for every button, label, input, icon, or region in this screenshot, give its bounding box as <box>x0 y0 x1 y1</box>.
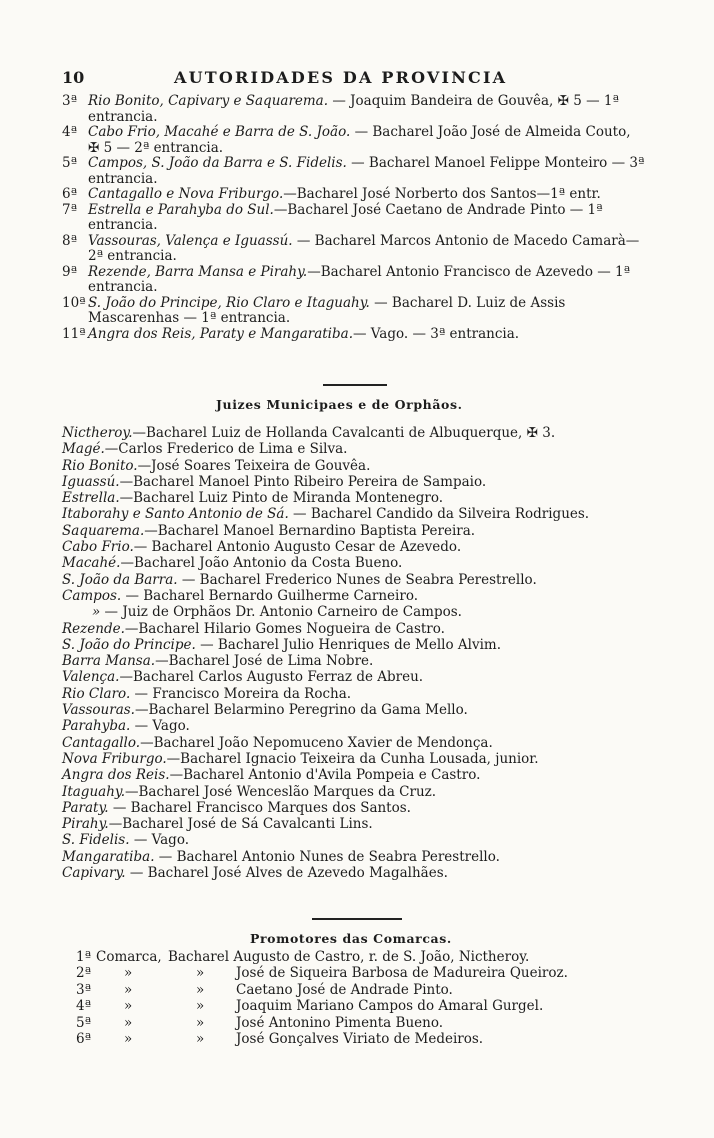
page-number: 10 <box>62 68 85 87</box>
juiz-place: Iguassú. <box>62 473 120 490</box>
comarca-places: Estrella e Parahyba do Sul. <box>88 201 274 218</box>
juiz-name: — Vago. <box>130 718 190 735</box>
juiz-place: » <box>92 604 101 621</box>
section-divider <box>312 918 402 920</box>
page-header <box>62 68 662 90</box>
comarca-judge: —Bacharel Antonio Francisco de Azevedo — 1ª entrancia. <box>88 263 631 295</box>
juiz-entry <box>62 849 652 865</box>
juiz-name: — Bacharel Francisco Marques dos Santos. <box>108 799 411 816</box>
juiz-place: Pirahy. <box>62 816 109 833</box>
comarca-judge: — Bacharel D. Luiz de Assis Mascarenhas — 1ª entrancia. <box>88 294 566 326</box>
comarca-judge: — Bacharel Marcos Antonio de Macedo Camarà—2ª entrancia. <box>88 232 640 264</box>
juiz-entry <box>62 458 652 474</box>
ditto-mark: » <box>124 1014 133 1031</box>
juiz-name: — Francisco Moreira da Rocha. <box>130 685 352 702</box>
juiz-entry <box>62 441 652 457</box>
juiz-entry <box>62 490 652 506</box>
juiz-entry <box>62 621 652 637</box>
ditto-mark: » <box>124 998 133 1015</box>
juiz-name: — Juiz de Orphãos Dr. Antonio Carneiro de Campos. <box>100 604 462 621</box>
comarca-entry <box>62 327 646 343</box>
promotor-name: Bacharel Augusto de Castro, r. de S. João, Nictheroy. <box>168 949 530 965</box>
juiz-entry <box>62 555 652 571</box>
comarca-entry <box>62 94 646 125</box>
juiz-place: S. Fidelis. <box>62 832 130 849</box>
juizes-list <box>62 425 652 881</box>
comarca-number: 11ª <box>62 325 86 342</box>
promotor-entry <box>76 998 636 1014</box>
juiz-place: S. João da Barra. <box>62 571 178 588</box>
promotor-comarca-label: Comarca, <box>96 949 162 965</box>
promotor-number: 4ª <box>76 998 92 1015</box>
juiz-place: Angra dos Reis. <box>62 767 170 784</box>
comarca-judge: — Bacharel Manoel Felippe Monteiro — 3ª entrancia. <box>88 155 645 187</box>
comarca-judge: — Bacharel João José de Almeida Couto, ✠ 5 — 2ª entrancia. <box>88 124 631 156</box>
comarca-number: 7ª <box>62 201 78 218</box>
promotor-number: 5ª <box>76 1014 92 1031</box>
juiz-place: Nictheroy. <box>62 425 133 441</box>
promotor-name: Joaquim Mariano Campos do Amaral Gurgel. <box>236 998 544 1015</box>
juiz-place: S. João do Principe. <box>62 636 196 653</box>
ditto-mark: » <box>124 1030 133 1047</box>
juiz-entry <box>62 832 652 848</box>
juiz-place: Itaborahy e Santo Antonio de Sá. <box>62 506 289 523</box>
comarca-places: S. João do Principe, Rio Claro e Itaguahy. <box>88 294 370 311</box>
juiz-entry <box>62 637 652 653</box>
comarca-judge: — Vago. — 3ª entrancia. <box>352 325 520 342</box>
comarca-number: 8ª <box>62 232 78 249</box>
juiz-entry <box>62 604 652 620</box>
juiz-entry <box>62 523 652 539</box>
juiz-place: Parahyba. <box>62 718 131 735</box>
promotor-entry <box>76 965 636 981</box>
ditto-mark: » <box>196 981 205 998</box>
comarca-number: 6ª <box>62 186 78 202</box>
promotor-number: 2ª <box>76 965 92 982</box>
juiz-place: Nova Friburgo. <box>62 750 167 767</box>
juiz-entry <box>62 669 652 685</box>
comarca-entry <box>62 203 646 234</box>
juiz-place: Rio Bonito. <box>62 457 138 474</box>
ditto-mark: » <box>124 965 133 982</box>
juiz-place: Cantagallo. <box>62 734 141 751</box>
juiz-place: Rio Claro. <box>62 685 131 702</box>
comarca-number: 10ª <box>62 294 86 311</box>
juiz-place: Itaguahy. <box>62 783 126 800</box>
juiz-entry <box>62 718 652 734</box>
page-title: AUTORIDADES DA PROVINCIA <box>174 68 508 87</box>
juiz-place: Rezende. <box>62 620 125 637</box>
promotor-number: 3ª <box>76 981 92 998</box>
juiz-place: Mangaratiba. <box>62 848 155 865</box>
ditto-mark: » <box>196 1014 205 1031</box>
juiz-entry <box>62 735 652 751</box>
juiz-entry <box>62 653 652 669</box>
juiz-entry <box>62 784 652 800</box>
comarca-judge: —Bacharel José Caetano de Andrade Pinto — 1ª entrancia. <box>88 201 603 233</box>
juiz-name: —Bacharel José de Sá Cavalcanti Lins. <box>108 816 373 833</box>
juiz-name: —Carlos Frederico de Lima e Silva. <box>104 441 348 458</box>
juiz-entry <box>62 588 652 604</box>
comarca-entry <box>62 296 646 327</box>
promotor-entry <box>76 949 636 965</box>
juiz-entry <box>62 816 652 832</box>
juiz-entry <box>62 702 652 718</box>
comarca-places: Cantagallo e Nova Friburgo. <box>88 186 284 202</box>
juiz-name: —Bacharel José de Lima Nobre. <box>155 653 374 670</box>
juiz-name: — Vago. <box>129 832 189 849</box>
juiz-entry <box>62 800 652 816</box>
ditto-mark: » <box>124 981 133 998</box>
juiz-place: Estrella. <box>62 490 120 507</box>
juiz-name: — Bacharel José Alves de Azevedo Magalhães. <box>125 865 448 882</box>
juiz-place: Barra Mansa. <box>62 653 156 670</box>
juiz-place: Paraty. <box>62 799 109 816</box>
comarca-places: Campos, S. João da Barra e S. Fidelis. <box>88 155 347 171</box>
comarca-entry <box>62 125 646 156</box>
promotores-heading: Promotores das Comarcas. <box>250 931 452 946</box>
comarca-judge: —Bacharel José Norberto dos Santos—1ª entr. <box>283 186 601 202</box>
juizes-heading: Juizes Municipaes e de Orphãos. <box>216 397 463 412</box>
juiz-entry <box>62 767 652 783</box>
comarca-entry <box>62 156 646 187</box>
comarca-number: 5ª <box>62 155 78 171</box>
comarca-number: 4ª <box>62 124 78 140</box>
juiz-name: —Bacharel Luiz de Hollanda Cavalcanti de Albuquerque, ✠ 3. <box>132 425 556 441</box>
promotor-entry <box>76 982 636 998</box>
comarca-places: Angra dos Reis, Paraty e Mangaratiba. <box>88 325 353 342</box>
juiz-name: —Bacharel Belarmino Peregrino da Gama Mello. <box>134 702 468 719</box>
juiz-place: Cabo Frio. <box>62 539 134 556</box>
promotor-entry <box>76 1031 636 1047</box>
juiz-entry <box>62 686 652 702</box>
juiz-entry <box>62 506 652 522</box>
juiz-name: — Bacharel Julio Henriques de Mello Alvim. <box>195 636 502 653</box>
juiz-place: Campos. <box>62 587 122 604</box>
juiz-name: —Bacharel Hilario Gomes Nogueira de Castro. <box>124 620 445 637</box>
ditto-mark: » <box>196 965 205 982</box>
comarcas-list <box>62 94 646 342</box>
juiz-name: —Bacharel Luiz Pinto de Miranda Montenegro. <box>119 490 444 507</box>
juiz-name: —Bacharel Ignacio Teixeira da Cunha Lousada, junior. <box>166 750 539 767</box>
juiz-place: Vassouras. <box>62 702 135 719</box>
juiz-name: —Bacharel Antonio d'Avila Pompeia e Castro. <box>169 767 481 784</box>
juiz-place: Valença. <box>62 669 120 686</box>
juiz-place: Macahé. <box>62 555 121 572</box>
juiz-name: —Bacharel João Nepomuceno Xavier de Mendonça. <box>140 734 493 751</box>
promotor-entry <box>76 1015 636 1031</box>
juiz-entry <box>62 572 652 588</box>
comarca-number: 9ª <box>62 263 78 280</box>
juiz-entry <box>62 539 652 555</box>
comarca-judge: — Joaquim Bandeira de Gouvêa, ✠ 5 — 1ª entrancia. <box>88 93 619 125</box>
juiz-name: —Bacharel José Wenceslão Marques da Cruz. <box>125 783 437 800</box>
juiz-entry <box>62 751 652 767</box>
juiz-entry <box>62 474 652 490</box>
juiz-entry <box>62 865 652 881</box>
juiz-name: —José Soares Teixeira de Gouvêa. <box>137 457 371 474</box>
juiz-name: — Bacharel Frederico Nunes de Seabra Perestrello. <box>177 571 537 588</box>
comarca-places: Vassouras, Valença e Iguassú. <box>88 232 293 249</box>
juiz-place: Capivary. <box>62 865 126 882</box>
ditto-mark: » <box>196 998 205 1015</box>
juiz-name: — Bacharel Candido da Silveira Rodrigues. <box>288 506 590 523</box>
juiz-name: —Bacharel Carlos Augusto Ferraz de Abreu. <box>119 669 424 686</box>
juiz-name: — Bacharel Antonio Nunes de Seabra Perestrello. <box>154 848 500 865</box>
juiz-name: — Bacharel Bernardo Guilherme Carneiro. <box>121 587 419 604</box>
comarca-places: Rezende, Barra Mansa e Pirahy. <box>88 263 308 280</box>
juiz-name: —Bacharel Manoel Pinto Ribeiro Pereira de Sampaio. <box>119 473 487 490</box>
promotor-number: 6ª <box>76 1030 92 1047</box>
comarca-places: Cabo Frio, Macahé e Barra de S. João. <box>88 124 351 140</box>
comarca-entry <box>62 234 646 265</box>
ditto-mark: » <box>196 1030 205 1047</box>
promotor-name: José Gonçalves Viriato de Medeiros. <box>236 1030 484 1047</box>
promotor-name: José de Siqueira Barbosa de Madureira Queiroz. <box>236 965 568 982</box>
juiz-name: —Bacharel Manoel Bernardino Baptista Pereira. <box>144 522 476 539</box>
comarca-places: Rio Bonito, Capivary e Saquarema. <box>88 93 329 109</box>
promotores-list <box>76 949 636 1047</box>
comarca-entry <box>62 187 646 203</box>
juiz-entry <box>62 425 652 441</box>
promotor-number: 1ª <box>76 949 92 965</box>
promotor-name: Caetano José de Andrade Pinto. <box>236 981 453 998</box>
juiz-place: Saquarema. <box>62 522 145 539</box>
juiz-name: — Bacharel Antonio Augusto Cesar de Azevedo. <box>133 539 462 556</box>
comarca-number: 3ª <box>62 93 78 109</box>
section-divider <box>323 384 387 386</box>
juiz-name: —Bacharel João Antonio da Costa Bueno. <box>120 555 403 572</box>
promotor-name: José Antonino Pimenta Bueno. <box>236 1014 444 1031</box>
comarca-entry <box>62 265 646 296</box>
juiz-place: Magé. <box>62 441 105 458</box>
